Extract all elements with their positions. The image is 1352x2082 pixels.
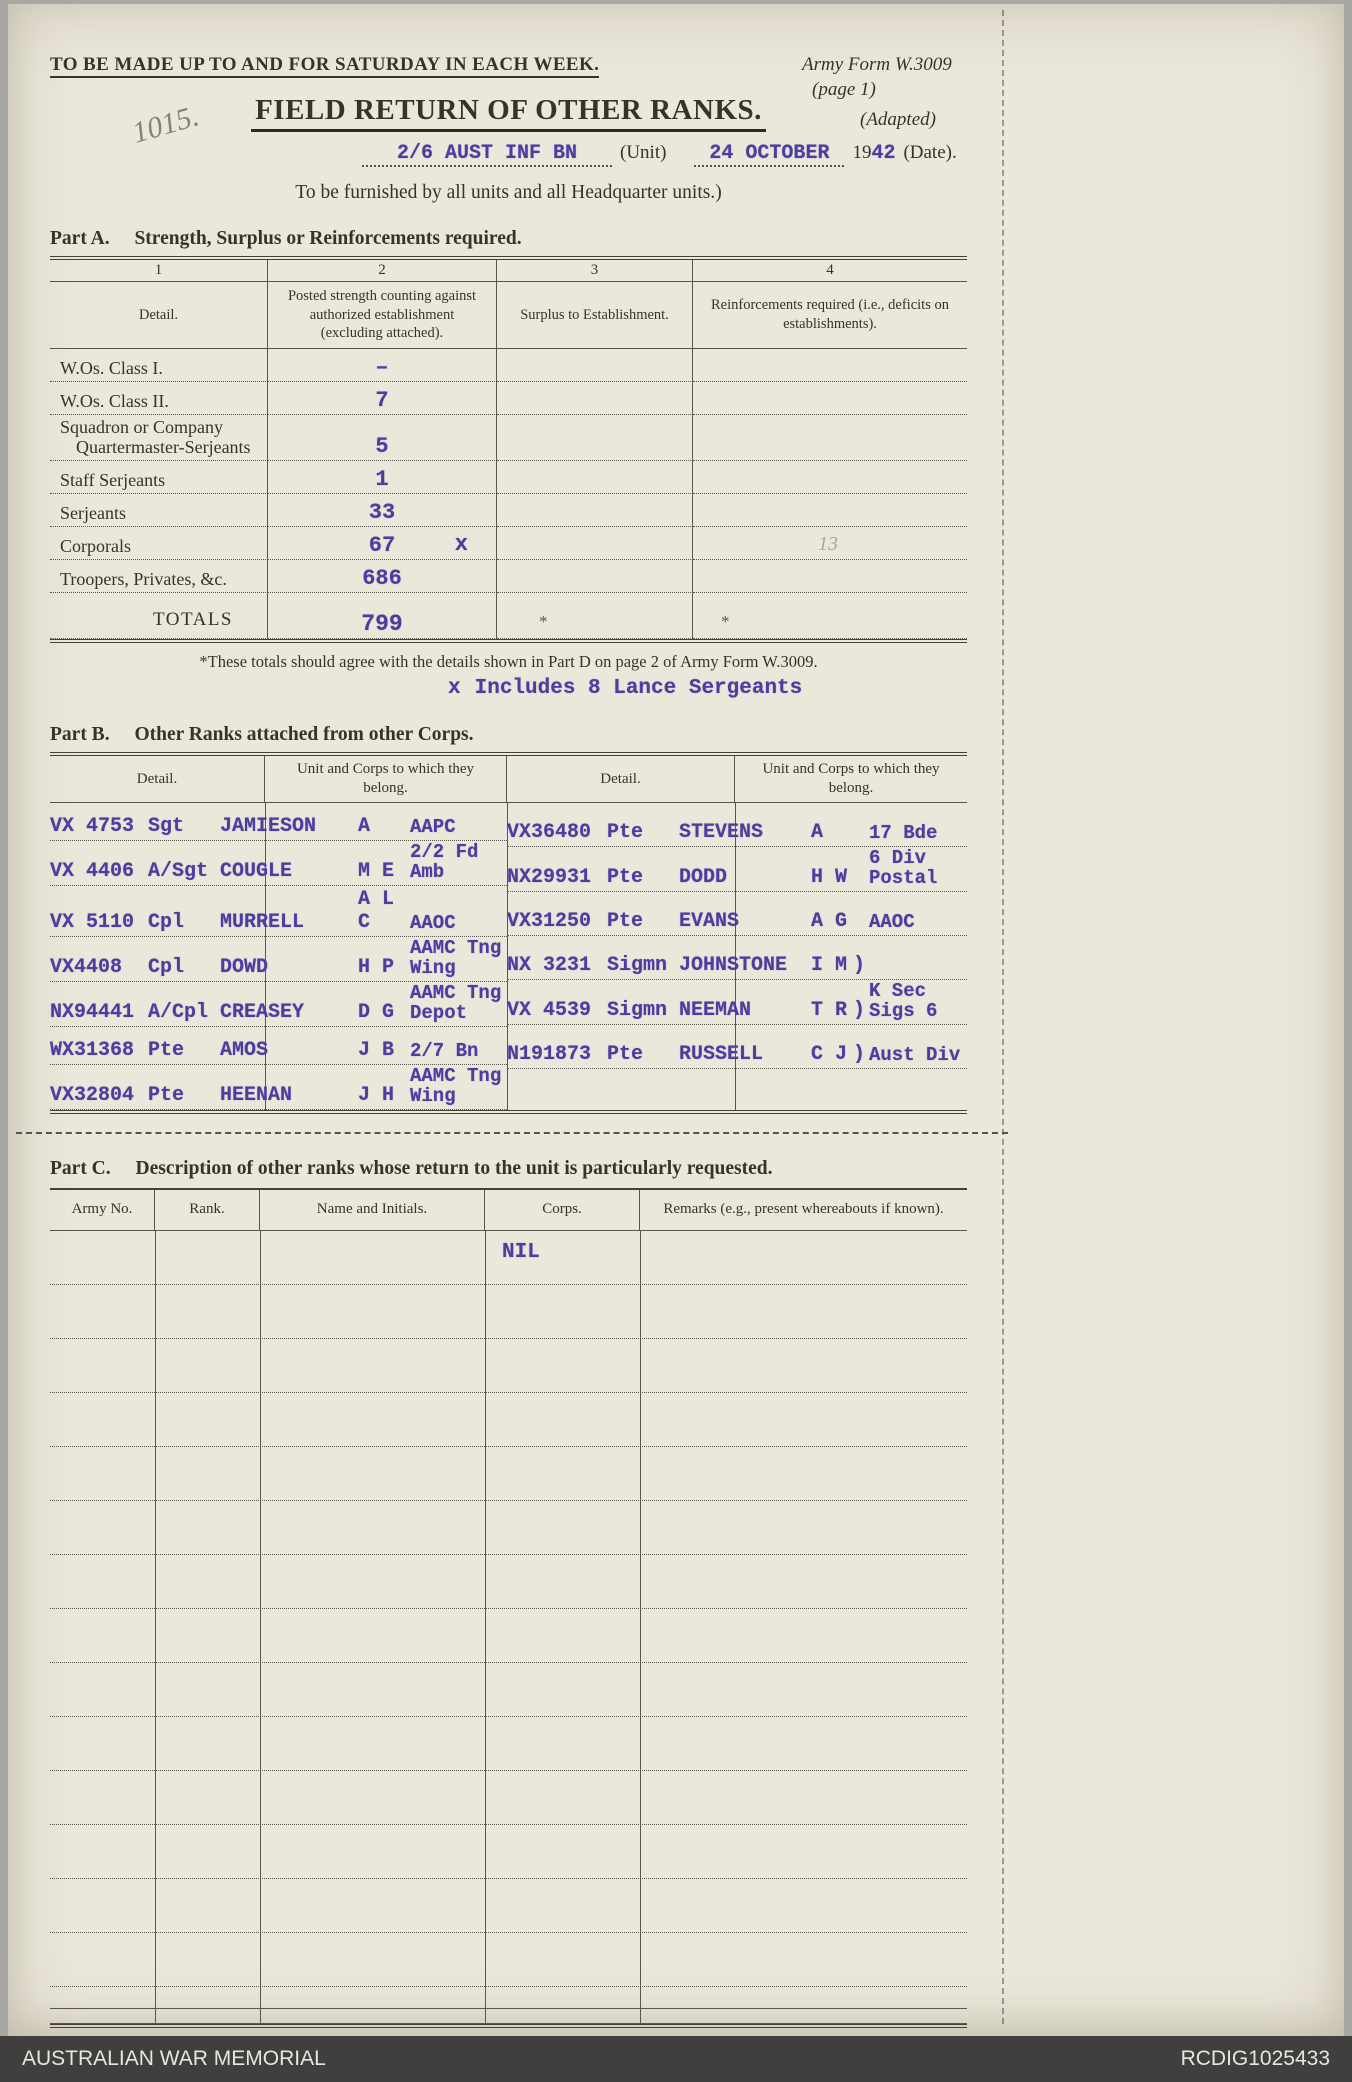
unit-field [362, 142, 612, 167]
surname: JAMIESON [220, 815, 317, 839]
initials: A G [811, 909, 848, 933]
totals-posted-cell [268, 593, 497, 639]
table-row [50, 527, 967, 560]
army-number: VX 4539 [507, 998, 592, 1022]
initials: C J [811, 1042, 848, 1066]
header-row [50, 282, 967, 349]
part-a-heading [50, 228, 967, 250]
surname: CREASEY [220, 1000, 305, 1024]
bracket: ) [853, 998, 866, 1022]
part-c-heading [50, 1158, 967, 1180]
rank: Pte [607, 1042, 644, 1066]
army-number: VX36480 [507, 821, 592, 845]
surname: DOWD [220, 955, 269, 979]
army-number: NX 3231 [507, 953, 592, 977]
posted-strength-cell [268, 527, 497, 560]
empty-row [50, 1393, 967, 1447]
surname: RUSSELL [679, 1042, 764, 1066]
footnote-mark: x [454, 532, 468, 558]
attached-rank-row [50, 803, 507, 841]
initials: A L C [358, 887, 395, 934]
column-number: 4 [693, 260, 967, 282]
army-number: N191873 [507, 1042, 592, 1066]
detail-cell [50, 494, 268, 527]
army-number: VX4408 [50, 955, 123, 979]
empty-row [50, 1771, 967, 1825]
surname: DODD [679, 865, 728, 889]
posted-value: 67 [368, 533, 396, 559]
unit-corps: 2/2 Fd Amb [410, 841, 479, 883]
totals-value: 799 [361, 611, 403, 638]
empty-row [50, 1933, 967, 1987]
nil-entry: NIL [502, 1240, 540, 1264]
attached-rank-row [50, 982, 507, 1027]
rank: Pte [607, 865, 644, 889]
column-header-unit-corps: Unit and Corps to which they belong. [265, 756, 507, 802]
reinforcements-cell [693, 415, 967, 461]
rank: Sigmn [607, 953, 668, 977]
column-header-remarks: Remarks (e.g., present whereabouts if known). [663, 1201, 944, 1218]
rank: Sigmn [607, 998, 668, 1022]
unit-corps: K Sec Sigs 6 [869, 979, 938, 1022]
empty-row [50, 1555, 967, 1609]
rank: Pte [148, 1038, 185, 1062]
empty-row [50, 1501, 967, 1555]
initials: J B [358, 1038, 395, 1062]
totals-row [50, 593, 967, 639]
surplus-cell [497, 494, 693, 527]
unit-corps: AAMC Tng Depot [410, 981, 502, 1024]
empty-row [50, 1879, 967, 1933]
year-printed: 19 [852, 142, 872, 163]
part-b-left-half [50, 803, 507, 1110]
detail-cell [50, 461, 268, 494]
posted-strength-cell [268, 382, 497, 415]
empty-row [50, 1447, 967, 1501]
part-c-title: Description of other ranks whose return to the unit is particularly requested. [135, 1157, 773, 1179]
column-header-corps: Corps. [485, 1190, 640, 1230]
part-a-footnote: *These totals should agree with the details shown in Part D on page 2 of Army Form W.3009. [199, 652, 818, 672]
attached-rank-row [507, 936, 967, 980]
form-reference-block [802, 52, 952, 132]
surplus-cell [497, 382, 693, 415]
initials: D G [358, 1000, 395, 1024]
form-page-number: (page 1) [812, 79, 876, 100]
attached-rank-row [507, 980, 967, 1025]
part-a-title: Strength, Surplus or Reinforcements required. [134, 228, 522, 249]
column-header-detail: Detail. [507, 756, 735, 802]
empty-row [50, 1825, 967, 1879]
surplus-cell [497, 527, 693, 560]
column-header-army-no: Army No. [50, 1190, 155, 1230]
part-b-right-half [507, 803, 967, 1110]
date-value: 24 OCTOBER [709, 142, 830, 165]
army-number: VX32804 [50, 1083, 135, 1107]
rank: Pte [607, 821, 644, 845]
reinforcements-cell [693, 349, 967, 382]
row-label: W.Os. Class II. [60, 390, 169, 411]
part-b-label: Part B. [50, 724, 110, 746]
rank: A/Sgt [148, 859, 209, 883]
column-number: 3 [497, 260, 693, 282]
year-typed: 42 [871, 142, 896, 165]
date-field [694, 142, 844, 167]
part-c-table [50, 1188, 967, 2028]
document-page [8, 4, 1344, 2036]
detail-cell [50, 415, 268, 461]
table-row [50, 494, 967, 527]
reinforcements-cell [693, 527, 967, 560]
table-row [50, 415, 967, 461]
unit-label: (Unit) [620, 142, 667, 163]
row-label: Serjeants [60, 503, 126, 524]
surname: STEVENS [679, 821, 764, 845]
totals-reinforcements-cell [693, 593, 967, 639]
part-b-body [50, 803, 967, 1110]
posted-strength-cell [268, 349, 497, 382]
reinforcements-cell [693, 382, 967, 415]
row-label: Squadron or Company [60, 416, 223, 437]
unit-corps: 6 Div Postal [869, 847, 938, 889]
surplus-cell [497, 461, 693, 494]
attached-rank-row [507, 1025, 967, 1069]
perforation-line [16, 1132, 1008, 1134]
rank: Pte [607, 909, 644, 933]
initials: I M [811, 953, 848, 977]
part-b-table [50, 752, 967, 1114]
army-number: VX 5110 [50, 910, 135, 934]
attached-rank-row [50, 1065, 507, 1110]
rank: A/Cpl [148, 1000, 209, 1024]
column-number: 2 [268, 260, 497, 282]
posted-value: 686 [362, 566, 402, 592]
army-number: VX 4406 [50, 859, 135, 883]
army-number: VX31250 [507, 909, 592, 933]
note-text: Includes 8 Lance Sergeants [474, 677, 803, 701]
surplus-cell [497, 349, 693, 382]
army-number: NX94441 [50, 1000, 135, 1024]
header-row [50, 756, 967, 803]
column-header-surplus: Surplus to Establishment. [497, 282, 693, 349]
top-instruction-text: TO BE MADE UP TO AND FOR SATURDAY IN EACH WEEK. [50, 54, 599, 78]
detail-cell [50, 349, 268, 382]
unit-corps: AAOC [869, 910, 915, 933]
initials: T R [811, 998, 848, 1022]
empty-row [50, 1285, 967, 1339]
column-header-detail: Detail. [50, 756, 265, 802]
attached-rank-row [50, 1027, 507, 1065]
unit-corps: 17 Bde [869, 822, 938, 845]
surplus-cell [497, 560, 693, 593]
unit-value: 2/6 AUST INF BN [396, 142, 578, 165]
posted-strength-cell [268, 560, 497, 593]
posted-value: – [375, 354, 389, 380]
surplus-cell [497, 415, 693, 461]
row-label: Corporals [60, 536, 131, 557]
unit-corps: AAMC Tng Wing [410, 1064, 502, 1107]
reinforcements-cell [693, 560, 967, 593]
table-row [50, 461, 967, 494]
asterisk-mark: * [721, 612, 730, 632]
initials: A [811, 821, 824, 845]
part-a-label: Part A. [50, 228, 110, 249]
rank: Sgt [148, 815, 185, 839]
unit-corps: AAOC [410, 911, 456, 934]
column-number-row [50, 260, 967, 282]
header-row [50, 1190, 967, 1231]
unit-corps: AAMC Tng Wing [410, 936, 502, 979]
column-header-reinforcements: Reinforcements required (i.e., deficits on establishments). [693, 282, 967, 349]
page-title: FIELD RETURN OF OTHER RANKS. [251, 94, 766, 132]
furnish-note: To be furnished by all units and all Headquarter units.) [295, 182, 722, 203]
reinforcements-cell [693, 494, 967, 527]
lance-sergeants-note [448, 677, 967, 700]
unit-date-line [362, 142, 967, 167]
totals-surplus-cell [497, 593, 693, 639]
surname: EVANS [679, 909, 740, 933]
posted-value: 33 [368, 500, 396, 526]
asterisk-mark: * [539, 612, 548, 632]
column-header-posted-strength: Posted strength counting against authorized establishment (excluding attached). [268, 282, 497, 349]
empty-row [50, 1609, 967, 1663]
table-row [50, 1231, 967, 1285]
rank: Cpl [148, 955, 185, 979]
attached-rank-row [507, 847, 967, 892]
army-number: WX31368 [50, 1038, 135, 1062]
surname: MURRELL [220, 910, 305, 934]
row-label: W.Os. Class I. [60, 357, 163, 378]
unit-corps: Aust Div [869, 1043, 961, 1066]
part-c-body [50, 1231, 967, 2024]
date-label: (Date). [903, 142, 957, 163]
initials: J H [358, 1083, 395, 1107]
row-label: Staff Serjeants [60, 470, 166, 491]
posted-strength-cell [268, 494, 497, 527]
posted-value: 7 [375, 387, 389, 413]
handwritten-pencil-mark: 1015. [128, 99, 203, 150]
table-row [50, 349, 967, 382]
army-number: VX 4753 [50, 815, 135, 839]
totals-label-cell: TOTALS [50, 593, 268, 639]
column-number: 1 [50, 260, 268, 282]
column-header-rank: Rank. [155, 1190, 260, 1230]
initials: H W [811, 865, 848, 889]
posted-strength-cell [268, 461, 497, 494]
form-adapted-note: (Adapted) [860, 109, 936, 130]
table-row [50, 382, 967, 415]
column-header-unit-corps: Unit and Corps to which they belong. [762, 761, 940, 797]
archive-id: RCDIG1025433 [1180, 2047, 1330, 2070]
reinforcements-cell [693, 461, 967, 494]
column-header-detail: Detail. [50, 282, 268, 349]
empty-row [50, 2009, 967, 2024]
unit-corps: 2/7 Bn [410, 1039, 479, 1062]
empty-row [50, 1717, 967, 1771]
footnote-mark: x [448, 677, 461, 701]
attached-rank-row [507, 892, 967, 936]
archive-name: AUSTRALIAN WAR MEMORIAL [22, 2047, 326, 2070]
part-b-heading [50, 724, 967, 746]
detail-cell [50, 382, 268, 415]
detail-cell [50, 527, 268, 560]
form-content [50, 4, 967, 2052]
part-b-title: Other Ranks attached from other Corps. [134, 724, 474, 746]
initials: H P [358, 955, 395, 979]
attached-rank-row [507, 803, 967, 847]
part-c-label: Part C. [50, 1157, 111, 1179]
unit-corps: AAPC [410, 816, 456, 839]
attached-rank-row [50, 841, 507, 886]
initials: A [358, 815, 371, 839]
posted-value: 1 [375, 467, 389, 493]
empty-row [50, 1663, 967, 1717]
row-label: Troopers, Privates, &c. [60, 569, 227, 590]
pencil-annotation: 13 [818, 533, 838, 556]
surname: HEENAN [220, 1083, 293, 1107]
posted-strength-cell [268, 415, 497, 461]
detail-cell [50, 560, 268, 593]
army-number: NX29931 [507, 865, 592, 889]
form-reference: Army Form W.3009 [802, 54, 952, 75]
empty-row [50, 1987, 967, 2009]
empty-row [50, 1339, 967, 1393]
attached-rank-row [50, 937, 507, 982]
posted-value: 5 [375, 434, 389, 460]
fold-line [1002, 10, 1004, 2024]
surname: COUGLE [220, 859, 293, 883]
surname: AMOS [220, 1038, 269, 1062]
part-a-table [50, 256, 967, 643]
bracket: ) [853, 953, 866, 977]
rank: Cpl [148, 910, 185, 934]
surname: NEEMAN [679, 998, 752, 1022]
row-label-line2: Quartermaster-Serjeants [76, 437, 251, 458]
column-header-name-initials: Name and Initials. [260, 1190, 485, 1230]
attached-rank-row [50, 886, 507, 937]
bracket: ) [853, 1042, 866, 1066]
archive-footer [0, 2036, 1352, 2082]
surname: JOHNSTONE [679, 953, 788, 977]
table-row [50, 560, 967, 593]
rank: Pte [148, 1083, 185, 1107]
initials: M E [358, 859, 395, 883]
